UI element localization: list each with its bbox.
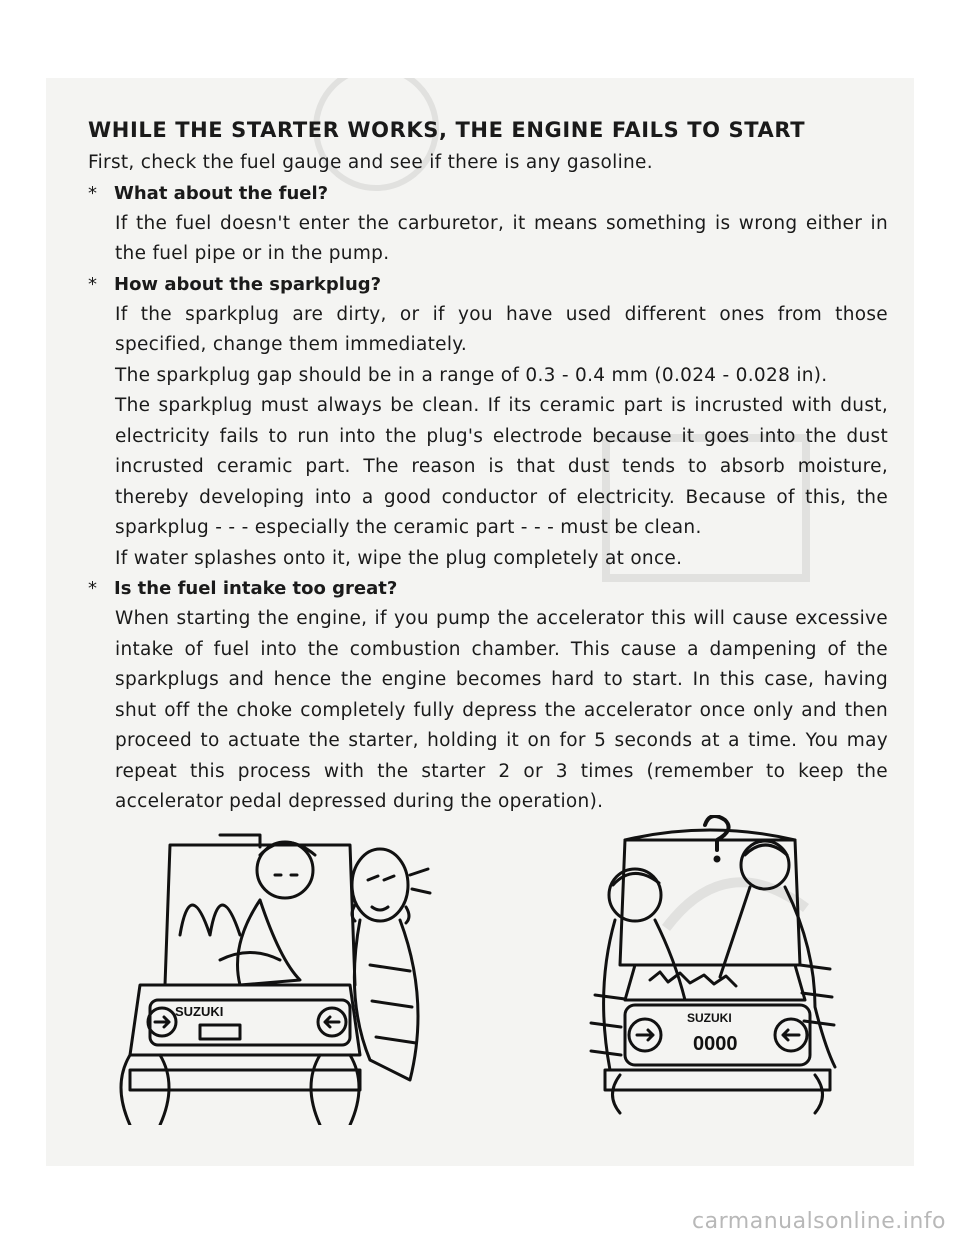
crying-man-body — [354, 920, 418, 1080]
site-watermark: carmanualsonline.info — [692, 1209, 946, 1234]
bullet-star: * — [88, 273, 97, 295]
jeep-roof-frame — [165, 845, 355, 985]
jeep-brand-label: SUZUKI — [175, 1004, 224, 1019]
right-man-head-icon — [741, 841, 789, 889]
item-paragraph: When starting the engine, if you pump the accelerator this will cause excessive intake of fuel into the combustion chamber. This cause a dampening of the sparkplugs and hence the engine becomes hard to start. In this case, having shut off the choke completely fully depress the accelerator once only and then proceed to actuate the starter, holding it on for 5 seconds at a time. You may repeat this process with the starter 2 or 3 times (remember to keep the accelerator pedal depressed during the operation). — [115, 608, 888, 812]
section-heading: WHILE THE STARTER WORKS, THE ENGINE FAILS TO START — [88, 118, 806, 142]
bullet-star: * — [88, 182, 97, 204]
item-fuel-intake — [88, 574, 888, 818]
bullet-star: * — [88, 578, 97, 599]
item-paragraph: If water splashes onto it, wipe the plug completely at once. — [115, 547, 683, 569]
left-man-body — [604, 920, 685, 1070]
item-fuel — [88, 179, 888, 270]
article — [88, 118, 888, 818]
item-title: What about the fuel? — [114, 182, 329, 204]
seat-back-icon — [180, 905, 240, 935]
jeep-brand-label: SUZUKI — [687, 1011, 732, 1025]
jeep-canopy — [620, 840, 800, 965]
illustration-men-at-engine — [565, 815, 885, 1115]
jeep-plate-label: 0000 — [693, 1033, 738, 1055]
item-paragraph: The sparkplug gap should be in a range of 0.3 - 0.4 mm (0.024 - 0.028 in). — [115, 364, 828, 386]
illustration-men-in-jeep — [110, 815, 440, 1125]
left-man-head-icon — [609, 869, 661, 921]
item-title: How about the sparkplug? — [114, 273, 382, 295]
item-paragraph: If the fuel doesn't enter the carburetor, it means something is wrong either in the fuel pipe or in the pump. — [115, 212, 888, 264]
item-paragraph: The sparkplug must always be clean. If its ceramic part is incrusted with dust, electricity fails to run into the plug's electrode because it goes into the dust incrusted ceramic part. The reason is that dust tends to absorb moisture, thereby developing into a good conductor of electricity. Because of this, the sparkplug - - - especially the ceramic part - - - must be clean. — [115, 395, 888, 538]
bumper — [605, 1070, 830, 1090]
intro-text: First, check the fuel gauge and see if there is any gasoline. — [88, 152, 653, 173]
wheel-left-icon — [613, 1075, 621, 1113]
item-paragraph: If the sparkplug are dirty, or if you have used different ones from those specified, change them immediately. — [115, 303, 888, 355]
item-title: Is the fuel intake too great? — [114, 578, 398, 599]
bumper — [130, 1070, 360, 1090]
item-sparkplug — [88, 270, 888, 575]
steering-wheel-icon — [220, 953, 280, 961]
driver-body — [238, 900, 301, 985]
wheel-right-icon — [815, 1075, 823, 1113]
